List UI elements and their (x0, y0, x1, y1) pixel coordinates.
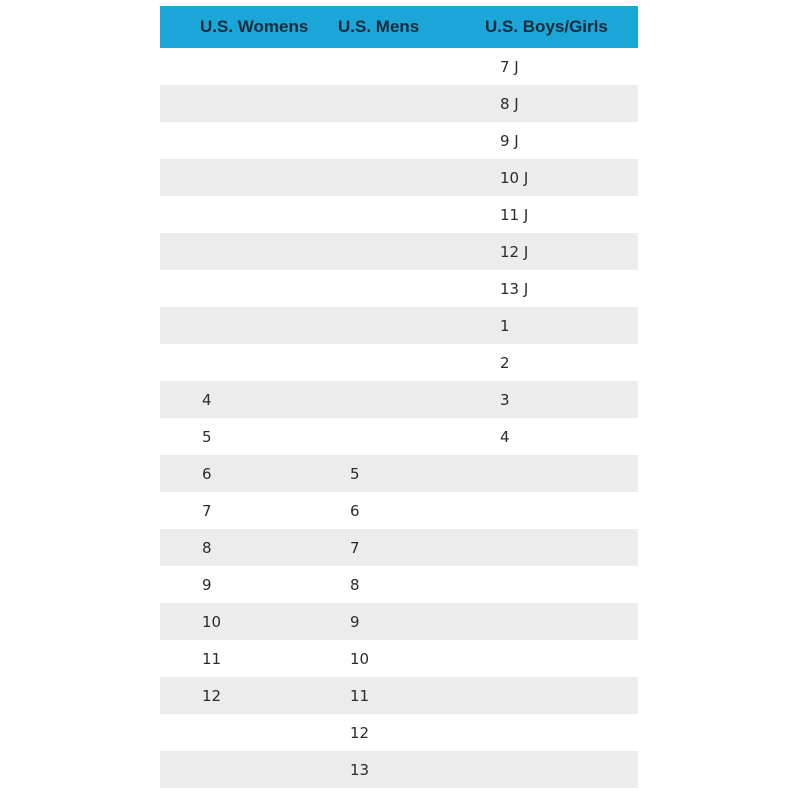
table-row (160, 677, 638, 714)
table-row (160, 566, 638, 603)
table-body (160, 48, 638, 788)
cell-us-mens: 10 (350, 649, 370, 668)
table-row (160, 529, 638, 566)
cell-us-mens: 11 (350, 686, 370, 705)
cell-us-boys-girls: 13 J (500, 279, 529, 298)
table-row (160, 492, 638, 529)
table-row (160, 159, 638, 196)
header-us-mens: U.S. Mens (338, 17, 420, 36)
table-row (160, 48, 638, 85)
size-chart-table (160, 6, 638, 788)
cell-us-boys-girls: 4 (500, 427, 510, 446)
table-row (160, 418, 638, 455)
cell-us-mens: 6 (350, 501, 360, 520)
cell-us-boys-girls: 2 (500, 353, 510, 372)
cell-us-mens: 9 (350, 612, 360, 631)
cell-us-womens: 12 (202, 686, 222, 705)
table-row (160, 714, 638, 751)
cell-us-mens: 8 (350, 575, 360, 594)
cell-us-womens: 4 (202, 390, 212, 409)
table-row (160, 122, 638, 159)
table-row (160, 344, 638, 381)
table-row (160, 381, 638, 418)
cell-us-womens: 9 (202, 575, 212, 594)
cell-us-boys-girls: 11 J (500, 205, 529, 224)
table-row (160, 307, 638, 344)
cell-us-boys-girls: 8 J (500, 94, 519, 113)
cell-us-mens: 5 (350, 464, 360, 483)
cell-us-mens: 7 (350, 538, 360, 557)
cell-us-womens: 6 (202, 464, 212, 483)
table-header (160, 6, 638, 48)
header-us-boys-girls: U.S. Boys/Girls (485, 17, 608, 36)
table-row (160, 233, 638, 270)
cell-us-womens: 5 (202, 427, 212, 446)
table-row (160, 751, 638, 788)
cell-us-boys-girls: 7 J (500, 57, 519, 76)
cell-us-boys-girls: 12 J (500, 242, 529, 261)
table-row (160, 85, 638, 122)
table-row (160, 270, 638, 307)
cell-us-boys-girls: 9 J (500, 131, 519, 150)
cell-us-boys-girls: 1 (500, 316, 510, 335)
cell-us-boys-girls: 3 (500, 390, 510, 409)
cell-us-womens: 11 (202, 649, 222, 668)
cell-us-womens: 8 (202, 538, 212, 557)
table-row (160, 455, 638, 492)
header-us-womens: U.S. Womens (200, 17, 309, 36)
cell-us-boys-girls: 10 J (500, 168, 529, 187)
cell-us-mens: 13 (350, 760, 370, 779)
cell-us-womens: 7 (202, 501, 212, 520)
table-row (160, 196, 638, 233)
table-row (160, 603, 638, 640)
cell-us-mens: 12 (350, 723, 370, 742)
table-row (160, 640, 638, 677)
cell-us-womens: 10 (202, 612, 222, 631)
